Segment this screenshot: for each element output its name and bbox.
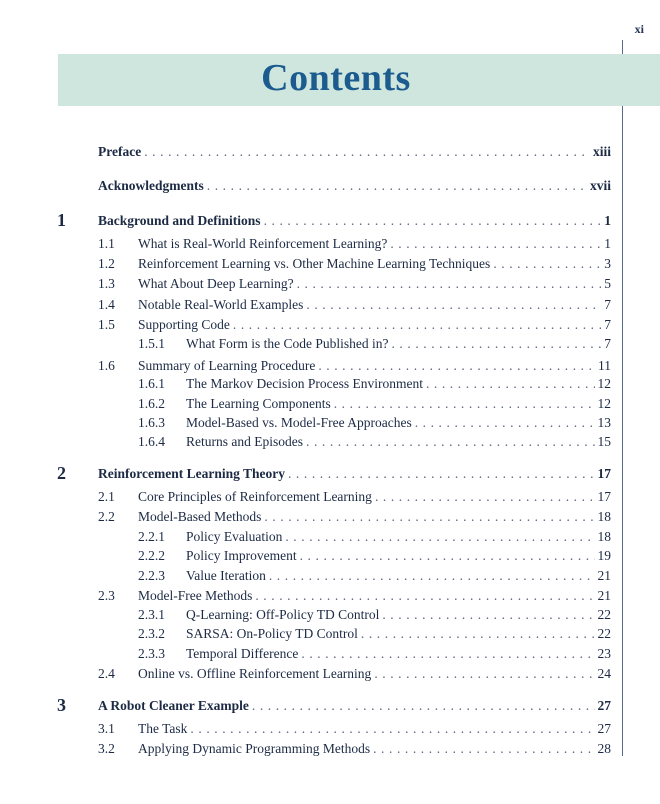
toc-section-entry[interactable] <box>0 566 660 586</box>
entry-number: 1.6.1 <box>138 376 165 391</box>
dot-leader <box>207 176 587 196</box>
dot-leader <box>334 394 595 414</box>
entry-title: The Markov Decision Process Environment <box>186 376 423 391</box>
entry-line <box>186 566 611 586</box>
entry-page-number: 3 <box>604 256 611 271</box>
entry-title: Model-Based vs. Model-Free Approaches <box>186 415 412 430</box>
page-number: xi <box>634 22 644 36</box>
entry-line <box>98 211 611 231</box>
entry-page-number: 7 <box>604 336 611 351</box>
toc-section-entry[interactable] <box>0 356 660 376</box>
entry-line <box>138 586 611 606</box>
entry-title: Acknowledgments <box>98 178 204 193</box>
entry-title: A Robot Cleaner Example <box>98 698 249 713</box>
entry-title: Policy Evaluation <box>186 529 283 544</box>
entry-number: 3.1 <box>98 721 115 736</box>
entry-line <box>186 432 611 452</box>
entry-page-number: 21 <box>597 588 611 603</box>
entry-number: 1.5.1 <box>138 336 165 351</box>
entry-page-number: 24 <box>597 666 611 681</box>
entry-number: 1.6.3 <box>138 415 165 430</box>
toc-section-entry[interactable] <box>0 527 660 547</box>
entry-line <box>186 527 611 547</box>
toc-chapter-entry[interactable] <box>0 211 660 231</box>
entry-line <box>138 739 611 759</box>
entry-page-number: 7 <box>604 317 611 332</box>
entry-number: 1 <box>57 210 66 230</box>
entry-number: 1.6.4 <box>138 434 165 449</box>
entry-title: The Learning Components <box>186 396 331 411</box>
entry-title: What About Deep Learning? <box>138 276 294 291</box>
entry-page-number: 17 <box>597 466 611 481</box>
entry-number: 1.6 <box>98 358 115 373</box>
entry-page-number: 28 <box>597 741 611 756</box>
entry-line <box>98 142 611 162</box>
page-title: Contents <box>261 57 411 99</box>
entry-number: 2.4 <box>98 666 115 681</box>
entry-page-number: 18 <box>597 509 611 524</box>
toc-section-entry[interactable] <box>0 487 660 507</box>
dot-leader <box>300 546 595 566</box>
entry-line <box>186 334 611 354</box>
entry-page-number: 18 <box>597 529 611 544</box>
toc-section-entry[interactable] <box>0 295 660 315</box>
entry-title: Q-Learning: Off-Policy TD Control <box>186 607 380 622</box>
entry-title: Core Principles of Reinforcement Learning <box>138 489 372 504</box>
entry-title: Value Iteration <box>186 568 266 583</box>
entry-title: Applying Dynamic Programming Methods <box>138 741 371 756</box>
entry-line <box>186 394 611 414</box>
dot-leader <box>264 507 594 527</box>
dot-leader <box>301 644 594 664</box>
entry-number: 2 <box>57 463 66 483</box>
entry-page-number: 7 <box>604 297 611 312</box>
entry-number: 1.3 <box>98 276 115 291</box>
dot-leader <box>493 254 601 274</box>
entry-title: Online vs. Offline Reinforcement Learning <box>138 666 372 681</box>
entry-page-number: 21 <box>597 568 611 583</box>
entry-number: 3.2 <box>98 741 115 756</box>
entry-line <box>186 644 611 664</box>
entry-number: 1.6.2 <box>138 396 165 411</box>
entry-title: Background and Definitions <box>98 213 261 228</box>
entry-title: Summary of Learning Procedure <box>138 358 316 373</box>
entry-page-number: 17 <box>597 489 611 504</box>
dot-leader <box>361 624 595 644</box>
entry-title: Model-Based Methods <box>138 509 262 524</box>
entry-number: 2.2.3 <box>138 568 165 583</box>
toc-section-entry[interactable] <box>0 234 660 254</box>
entry-page-number: 27 <box>597 698 611 713</box>
entry-title: Reinforcement Learning Theory <box>98 466 285 481</box>
toc-section-entry[interactable] <box>0 507 660 527</box>
entry-title: Model-Free Methods <box>138 588 253 603</box>
dot-leader <box>269 566 595 586</box>
entry-line <box>98 176 611 196</box>
entry-line <box>186 546 611 566</box>
entry-page-number: 23 <box>597 646 611 661</box>
toc-section-entry[interactable] <box>0 739 660 759</box>
toc-section-entry[interactable] <box>0 719 660 739</box>
entry-page-number: 11 <box>598 358 611 373</box>
entry-line <box>138 254 611 274</box>
dot-leader <box>306 295 601 315</box>
dot-leader <box>391 334 601 354</box>
dot-leader <box>382 605 594 625</box>
entry-line <box>138 315 611 335</box>
toc-section-entry[interactable] <box>0 432 660 452</box>
toc-section-entry[interactable] <box>0 274 660 294</box>
entry-line <box>186 624 611 644</box>
entry-page-number: 19 <box>597 548 611 563</box>
entry-line <box>138 356 611 376</box>
toc-section-entry[interactable] <box>0 334 660 354</box>
dot-leader <box>318 356 595 376</box>
entry-line <box>138 274 611 294</box>
dot-leader <box>306 432 595 452</box>
dot-leader <box>426 374 595 394</box>
entry-page-number: xvii <box>589 178 611 193</box>
entry-number: 2.3.2 <box>138 626 165 641</box>
entry-line <box>98 696 611 716</box>
entry-page-number: 22 <box>597 626 611 641</box>
entry-number: 1.5 <box>98 317 115 332</box>
entry-page-number: 15 <box>597 434 611 449</box>
dot-leader <box>288 464 595 484</box>
toc-chapter-entry[interactable] <box>0 464 660 484</box>
toc-section-entry[interactable] <box>0 374 660 394</box>
entry-page-number: 27 <box>597 721 611 736</box>
entry-number: 2.3.1 <box>138 607 165 622</box>
entry-page-number: 12 <box>597 396 611 411</box>
entry-page-number: 22 <box>597 607 611 622</box>
entry-number: 2.2.1 <box>138 529 165 544</box>
entry-title: What Form is the Code Published in? <box>186 336 389 351</box>
toc-section-entry[interactable] <box>0 254 660 274</box>
dot-leader <box>297 274 602 294</box>
entry-title: Returns and Episodes <box>186 434 303 449</box>
toc-section-entry[interactable] <box>0 586 660 606</box>
toc-section-entry[interactable] <box>0 413 660 433</box>
entry-page-number: 13 <box>597 415 611 430</box>
entry-line <box>138 664 611 684</box>
dot-leader <box>374 664 594 684</box>
toc-section-entry[interactable] <box>0 315 660 335</box>
toc-section-entry[interactable] <box>0 624 660 644</box>
entry-number: 1.2 <box>98 256 115 271</box>
dot-leader <box>252 696 595 716</box>
entry-number: 1.1 <box>98 236 115 251</box>
entry-line <box>138 295 611 315</box>
toc-section-entry[interactable] <box>0 394 660 414</box>
entry-number: 2.3 <box>98 588 115 603</box>
entry-title: The Task <box>138 721 188 736</box>
entry-page-number: 1 <box>604 236 611 251</box>
dot-leader <box>373 739 594 759</box>
entry-number: 2.2.2 <box>138 548 165 563</box>
dot-leader <box>190 719 594 739</box>
entry-number: 1.4 <box>98 297 115 312</box>
entry-page-number: 12 <box>597 376 611 391</box>
entry-title: Policy Improvement <box>186 548 297 563</box>
entry-number: 2.2 <box>98 509 115 524</box>
toc-chapter-entry[interactable] <box>0 142 660 162</box>
entry-number: 2.1 <box>98 489 115 504</box>
entry-number: 2.3.3 <box>138 646 165 661</box>
toc-chapter-entry[interactable] <box>0 696 660 716</box>
toc-section-entry[interactable] <box>0 605 660 625</box>
entry-line <box>138 234 611 254</box>
entry-page-number: xiii <box>592 144 611 159</box>
toc-section-entry[interactable] <box>0 664 660 684</box>
dot-leader <box>375 487 595 507</box>
entry-line <box>186 605 611 625</box>
toc-section-entry[interactable] <box>0 644 660 664</box>
entry-line <box>138 487 611 507</box>
entry-line <box>186 413 611 433</box>
dot-leader <box>144 142 590 162</box>
entry-line <box>186 374 611 394</box>
entry-title: Temporal Difference <box>186 646 299 661</box>
entry-page-number: 1 <box>604 213 611 228</box>
entry-line <box>138 719 611 739</box>
entry-title: What is Real-World Reinforcement Learning? <box>138 236 388 251</box>
entry-title: Supporting Code <box>138 317 230 332</box>
entry-line <box>98 464 611 484</box>
dot-leader <box>233 315 601 335</box>
entry-title: SARSA: On-Policy TD Control <box>186 626 358 641</box>
toc-section-entry[interactable] <box>0 546 660 566</box>
entry-title: Notable Real-World Examples <box>138 297 304 312</box>
dot-leader <box>390 234 601 254</box>
entry-title: Reinforcement Learning vs. Other Machine Learning Techniques <box>138 256 491 271</box>
dot-leader <box>285 527 594 547</box>
entry-page-number: 5 <box>604 276 611 291</box>
entry-title: Preface <box>98 144 142 159</box>
toc-chapter-entry[interactable] <box>0 176 660 196</box>
dot-leader <box>264 211 602 231</box>
dot-leader <box>415 413 595 433</box>
dot-leader <box>255 586 594 606</box>
entry-number: 3 <box>57 695 66 715</box>
entry-line <box>138 507 611 527</box>
